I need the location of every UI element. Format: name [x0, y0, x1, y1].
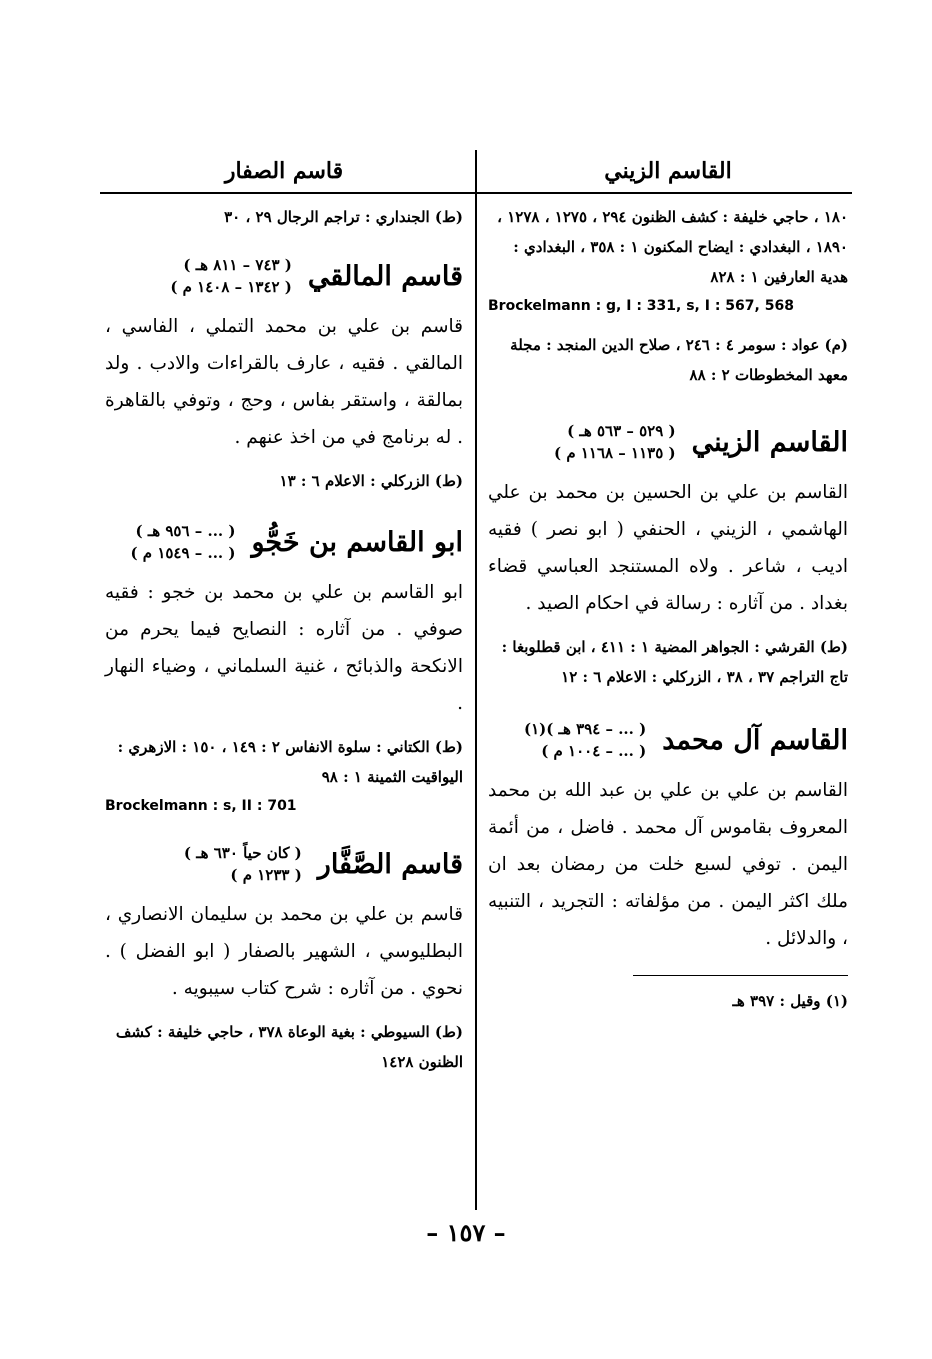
dates-gregorian: ( ١١٣٥ – ١١٦٨ م ): [554, 444, 676, 462]
entry-heading: [105, 254, 463, 298]
left-continuation-ref: (ط) الجنداري : تراجم الرجال ٢٩ ، ٣٠: [224, 208, 463, 226]
right-m-ref: (م) عواد : سومر ٤ : ٢٤٦ ، صلاح الدين المنجد : مجلة معهد المخطوطات ٢ : ٨٨: [510, 336, 848, 384]
entry-text: القاسم بن علي بن علي بن عبد الله بن محمد المعروف بقاموس آل محمد . فاضل ، من أئمة اليمن . توفي لسبع خلت من رمضان بعد ان ملك اكثر اليمن . من مؤلفاته : التجريد ، التنبيه ، والدلائل .: [488, 780, 848, 949]
right-running-head: القاسم الزيني: [604, 158, 732, 184]
dates-gregorian: ( ١٣٤٢ – ١٤٠٨ م ): [170, 278, 292, 296]
entry-text: القاسم بن علي بن الحسين بن محمد بن علي الهاشمي ، الزيني ، الحنفي ( ابو نصر ) فقيه اديب ، شاعر . ولاه المستنجد العباسي قضاء بغداد . من آثاره : رسالة في احكام الصيد .: [488, 482, 848, 614]
entry-name: قاسم المالقي: [307, 260, 463, 292]
entry-text: قاسم بن علي بن محمد التملي ، الفاسي ، المالقي . فقيه ، عارف بالقراءات والادب . ولد بمالقة ، واستقر بفاس ، وحج ، وتوفي بالقاهرة . له برنامج في من اخذ عنهم .: [105, 316, 463, 448]
dates-gregorian: ( ... – ١٥٤٩ م ): [130, 544, 236, 562]
entry-ref: (ط) الزركلي : الاعلام ٦ : ١٣: [279, 472, 463, 490]
entry-text: قاسم بن علي بن محمد بن سليمان الانصاري ، البطليوسي ، الشهير بالصفار ( ابو الفضل ) . نحوي . من آثاره : شرح كتاب سيبويه .: [105, 904, 463, 999]
footnote-rule: [633, 975, 848, 976]
entry-dates: [130, 520, 235, 564]
entry-dates: [184, 842, 302, 886]
right-latin-ref: Brockelmann : g, I : 331, s, I : 567, 568: [488, 298, 794, 314]
dates-hijri: ( كان حياً ٦٣٠ هـ ): [183, 844, 302, 862]
entry-text: ابو القاسم بن علي بن محمد بن خجو : فقيه صوفي . من آثاره : النصايح فيما يحرم من الانكحة والذبائح ، غنية السلماني ، وضياء النهار .: [105, 582, 463, 714]
page-number: – ١٥٧ –: [426, 1218, 506, 1247]
footnote: (١) وقيل : ٣٩٧ هـ: [732, 992, 848, 1010]
dates-hijri: ( ... – ٩٥٦ هـ ): [135, 522, 236, 540]
dates-gregorian: ( ... – ١٠٠٤ م ): [541, 742, 647, 760]
entry-heading: [105, 842, 463, 886]
right-column: [488, 150, 848, 1016]
entry-dates: [524, 718, 646, 762]
dates-hijri: ( ... – ٣٩٤ هـ )(١): [523, 720, 647, 738]
entry-dates: [554, 420, 676, 464]
entry-heading: [105, 520, 463, 564]
column-divider: [475, 150, 477, 1210]
entry-name: ابو القاسم بن خَجُّو: [251, 526, 463, 558]
entry-name: القاسم الزيني: [691, 426, 848, 458]
entry-heading: [488, 718, 848, 762]
left-running-head: قاسم الصفار: [224, 158, 344, 184]
left-column: [105, 150, 463, 1077]
entry-heading: [488, 420, 848, 464]
right-continuation-ref: ١٨٠ ، حاجي خليفة : كشف الظنون ٢٩٤ ، ١٢٧٥ ، ١٢٧٨ ، ١٨٩٠ ، البغدادي : ايضاح المكنون ١ : ٣٥٨ ، البغدادي : هدية العارفين ١ : ٨٢٨: [497, 208, 848, 286]
dates-gregorian: ( ١٢٣٣ م ): [230, 866, 302, 884]
dates-hijri: ( ٧٤٣ – ٨١١ هـ ): [183, 256, 292, 274]
dates-hijri: ( ٥٢٩ – ٥٦٣ هـ ): [567, 422, 676, 440]
entry-dates: [170, 254, 292, 298]
entry-name: قاسم الصَّفَّار: [317, 848, 463, 880]
entry-ref: (ط) القرشي : الجواهر المضية ١ : ٤١١ ، ابن قطلوبغا : تاج التراجم ٣٧ ، ٣٨ ، الزركلي : الاعلام ٦ : ١٢: [501, 638, 848, 686]
entry-ref: (ط) السيوطي : بغية الوعاة ٣٧٨ ، حاجي خليفة : كشف الظنون ١٤٢٨: [115, 1023, 463, 1071]
entry-name: القاسم آل محمد: [662, 724, 848, 756]
entry-ref: (ط) الكتاني : سلوة الانفاس ٢ : ١٤٩ ، ١٥٠ : الازهري : اليواقيت الثمينة ١ : ٩٨: [117, 738, 463, 786]
left-latin-ref: Brockelmann : s, II : 701: [105, 798, 297, 814]
